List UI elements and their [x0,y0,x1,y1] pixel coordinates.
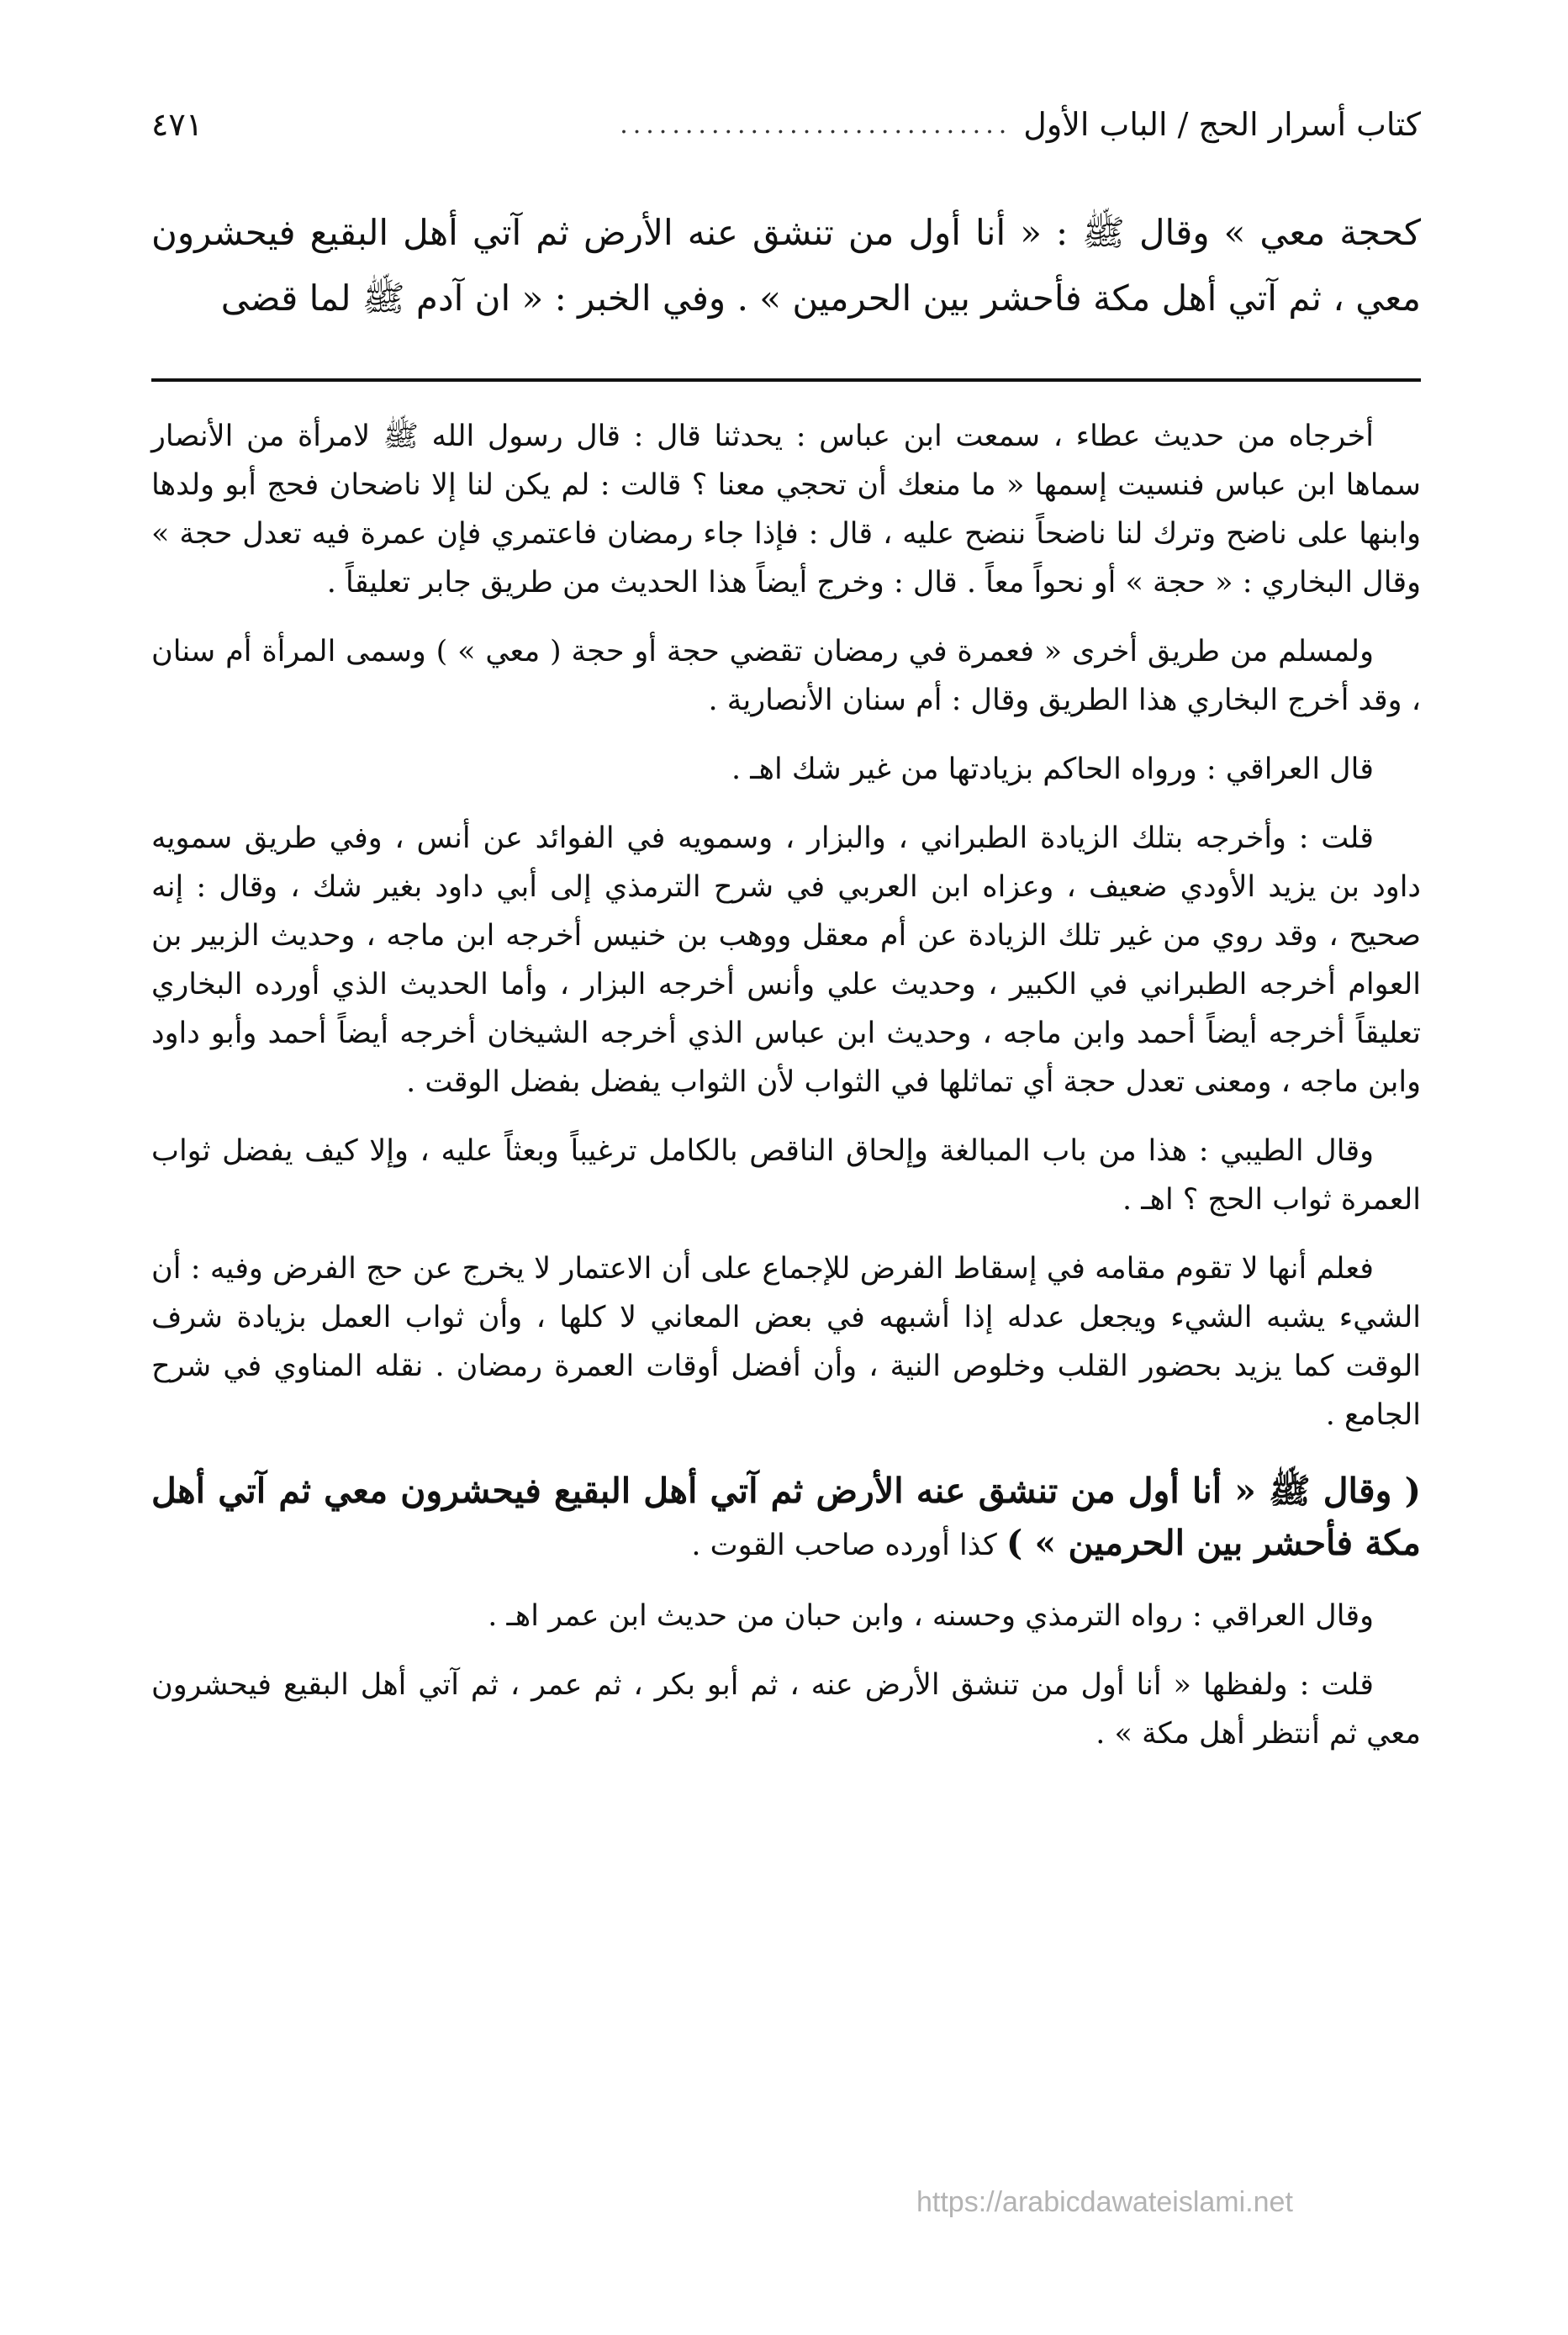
note-paragraph: قال العراقي : ورواه الحاكم بزيادتها من غير شك اهـ . [731,753,1374,786]
page-number: ٤٧١ [151,106,203,143]
watermark-url: https://arabicdawateislami.net [916,2186,1293,2218]
note-paragraph: قلت : وأخرجه بتلك الزيادة الطبراني ، والبزار ، وسمويه في الفوائد عن أنس ، وفي طريق سمويه داود بن يزيد الأودي ضعيف ، وعزاه ابن العربي في شرح الترمذي إلى أبي داود بغير شك ، وقال : إنه صحيح ، وقد روي من غير تلك الزيادة عن أم معقل ووهب بن خنيس أخرجه ابن ماجه ، وحديث الزبير بن العوام أخرجه الطبراني في الكبير ، وحديث علي وأنس أخرجه البزار ، وأما الحديث الذي أورده البخاري تعليقاً أخرجه أيضاً أحمد وابن ماجه ، وحديث ابن عباس الذي أخرجه الشيخان أخرجه أيضاً أحمد وأبو داود وابن ماجه ، ومعنى تعدل حجة أي تماثلها في الثواب لأن الثواب يفضل بفضل الوقت . [151,821,1421,1099]
note-paragraph: وقال العراقي : رواه الترمذي وحسنه ، وابن حبان من حديث ابن عمر اهـ . [488,1599,1374,1633]
note-paragraph: وقال الطيبي : هذا من باب المبالغة وإلحاق الناقص بالكامل ترغيباً وبعثاً عليه ، وإلا كيف يفضل ثواب العمرة ثواب الحج ؟ اهـ . [151,1134,1421,1217]
separator-line [151,378,1421,382]
book-page [151,0,1421,2335]
quoted-matn [151,1465,1421,1572]
header-title: كتاب أسرار الحج / الباب الأول [1023,106,1421,143]
note-paragraph: أخرجاه من حديث عطاء ، سمعت ابن عباس : يحدثنا قال : قال رسول الله ﷺ لامرأة من الأنصار سماها ابن عباس فنسيت إسمها « ما منعك أن تحجي معنا ؟ قالت : لم يكن لنا إلا ناضحان فحج أبو ولدها وابنها على ناضح وترك لنا ناضحاً ننضح عليه ، قال : فإذا جاء رمضان فاعتمري فإن عمرة فيه تعدل حجة » وقال البخاري : « حجة » أو نحواً معاً . قال : وخرج أيضاً هذا الحديث من طريق جابر تعليقاً . [151,420,1421,600]
quoted-matn-source: كذا أورده صاحب القوت . [691,1529,1006,1562]
quoted-matn-bold: ( وقال ﷺ « أنا أول من تنشق عنه الأرض ثم آتي أهل البقيع فيحشرون معي ثم آتي أهل مكة فأحشر بين الحرمين » ) [151,1471,1421,1563]
running-header [151,99,1421,150]
note-paragraph: فعلم أنها لا تقوم مقامه في إسقاط الفرض للإجماع على أن الاعتمار لا يخرج عن حج الفرض وفيه : أن الشيء يشبه الشيء ويجعل عدله إذا أشبهه في بعض المعاني لا كلها ، وأن ثواب العمل بزيادة شرف الوقت كما يزيد بحضور القلب وخلوص النية ، وأن أفضل أوقات العمرة رمضان . نقله المناوي في شرح الجامع . [151,1252,1421,1432]
commentary [151,412,1421,1778]
header-leader-dots: .............................. [620,109,1012,140]
main-text [151,200,1421,331]
note-paragraph: قلت : ولفظها « أنا أول من تنشق الأرض عنه ، ثم أبو بكر ، ثم عمر ، ثم آتي أهل البقيع فيحشرون معي ثم أنتظر أهل مكة » . [151,1668,1421,1751]
main-paragraph: كحجة معي » وقال ﷺ : « أنا أول من تنشق عنه الأرض ثم آتي أهل البقيع فيحشرون معي ، ثم آتي أهل مكة فأحشر بين الحرمين » . وفي الخبر : « ان آدم ﷺ لما قضى [151,212,1421,319]
note-paragraph: ولمسلم من طريق أخرى « فعمرة في رمضان تقضي حجة أو حجة ( معي » ) وسمى المرأة أم سنان ، وقد أخرج البخاري هذا الطريق وقال : أم سنان الأنصارية . [151,635,1421,717]
